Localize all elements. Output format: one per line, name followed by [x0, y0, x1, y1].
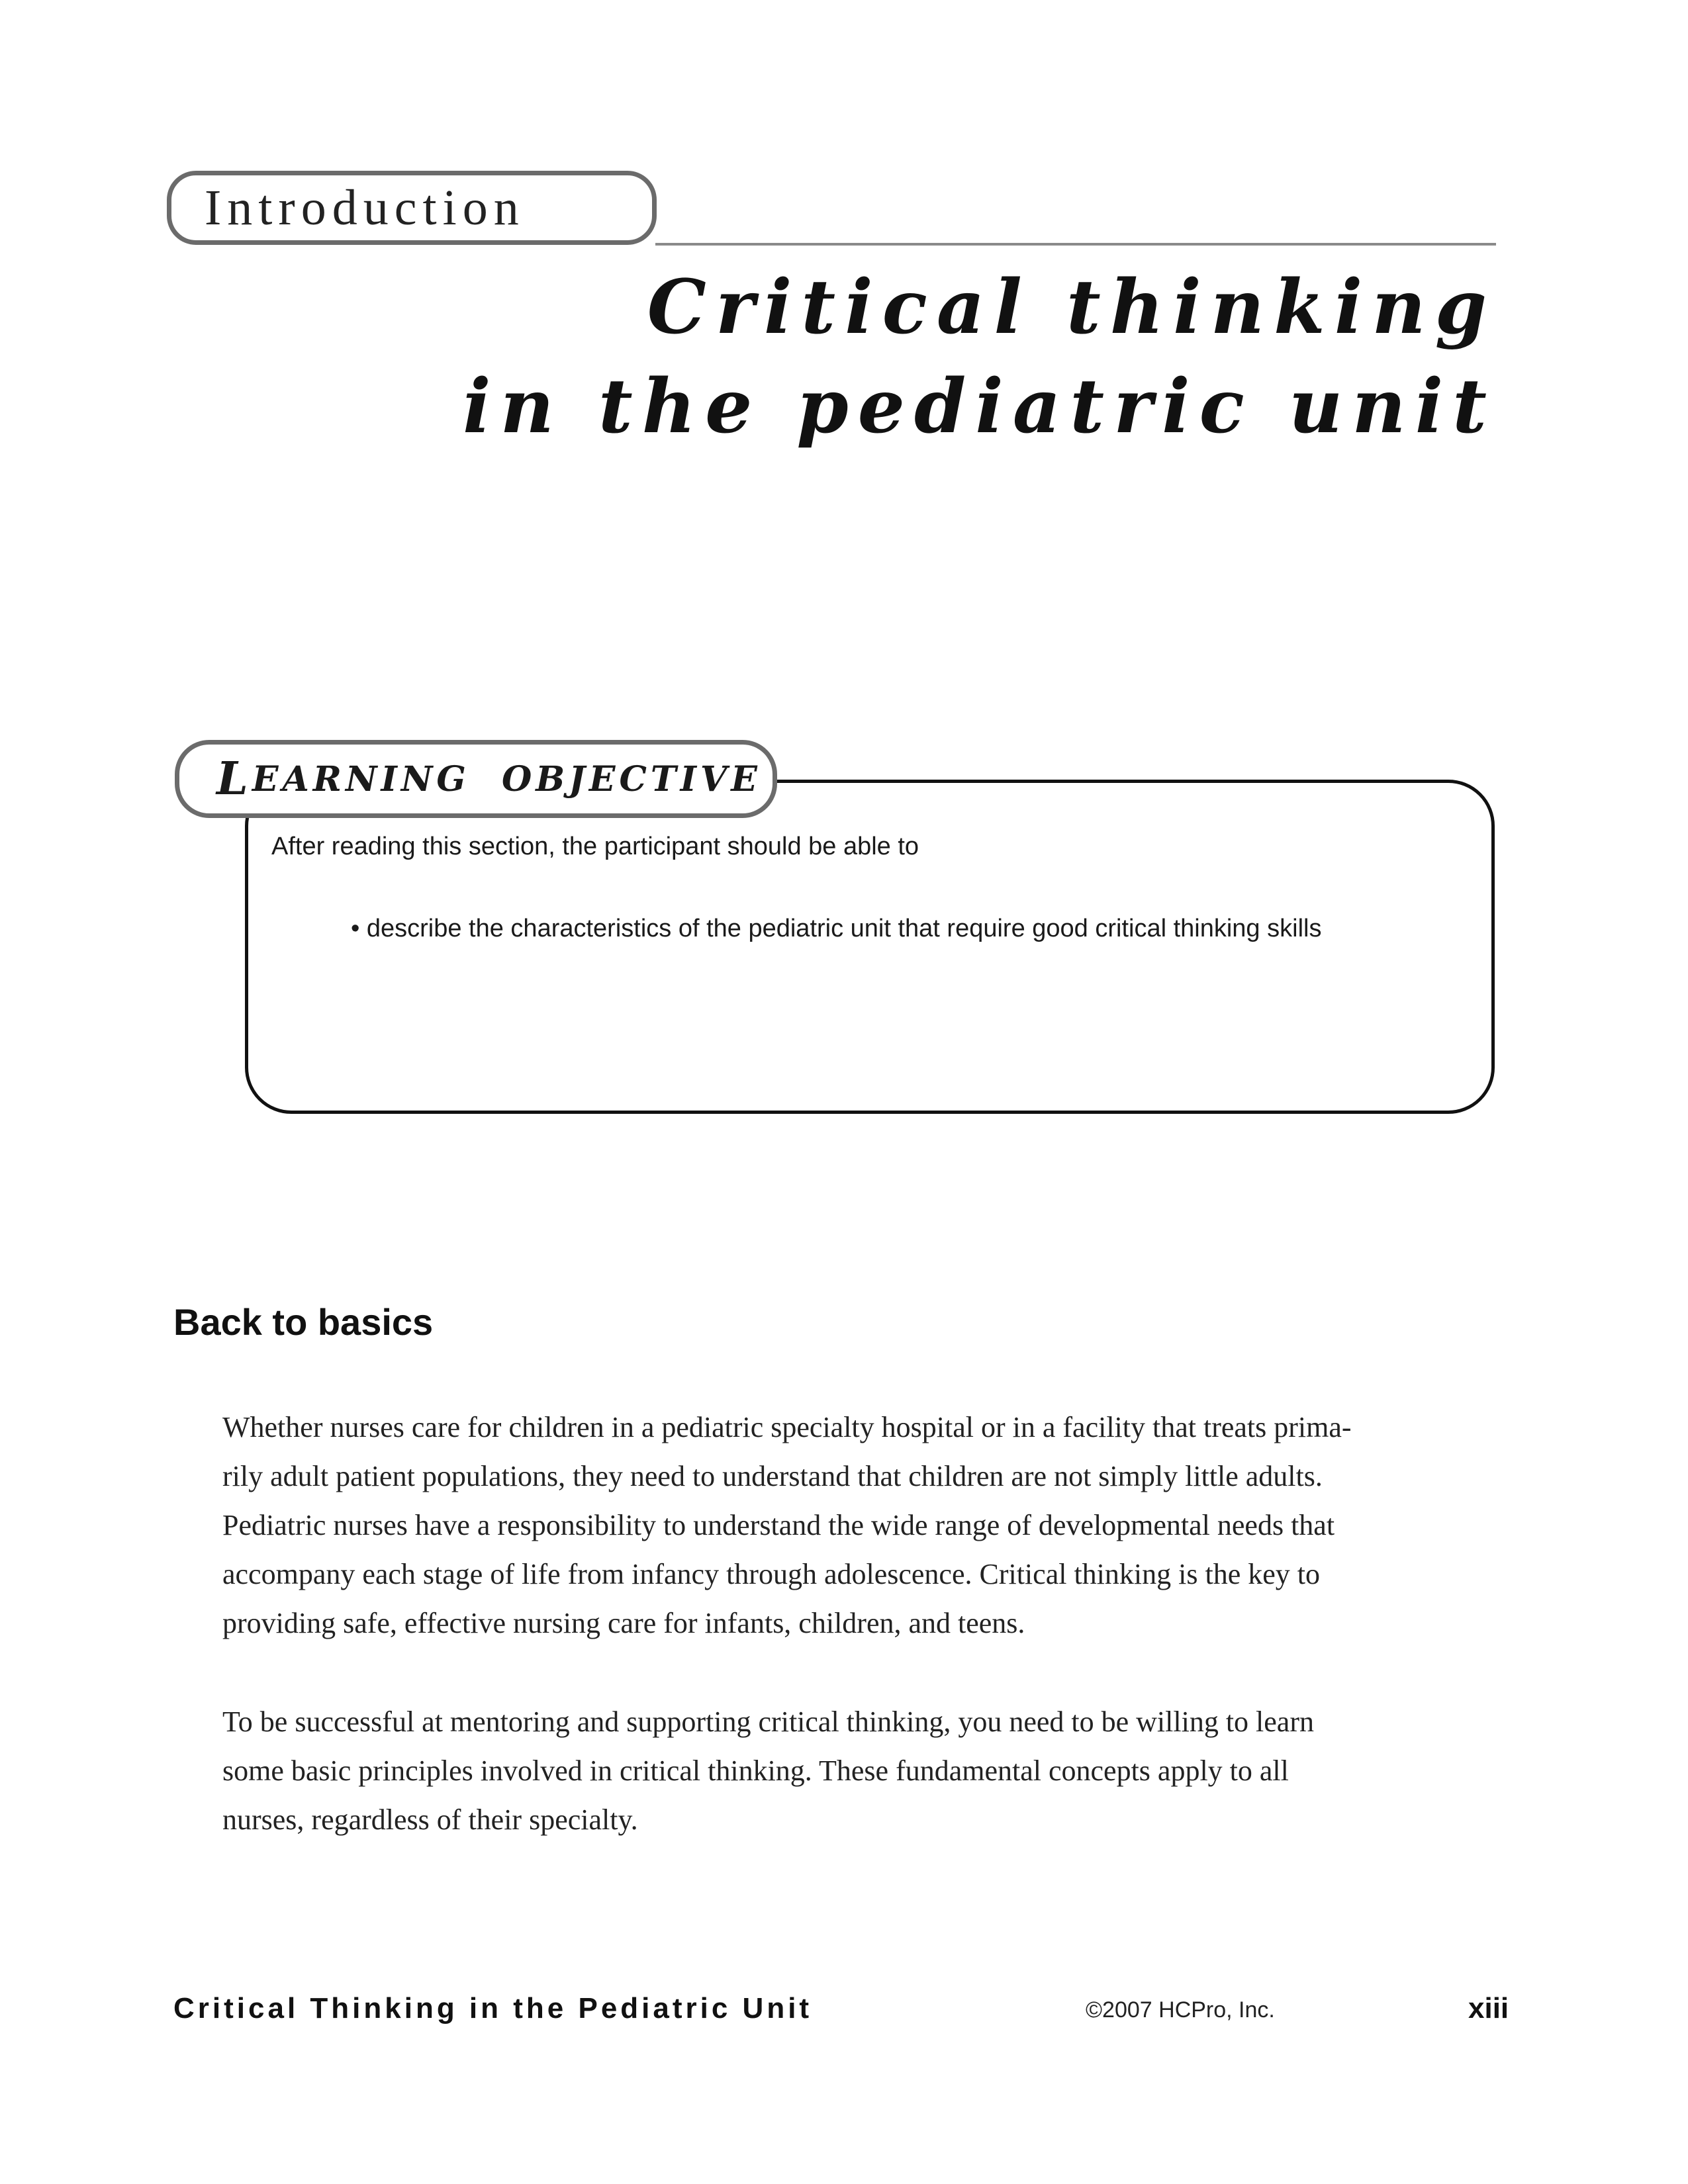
paragraph-line: Whether nurses care for children in a pediatric specialty hospital or in a facility that treats prima-: [222, 1411, 1352, 1443]
page-number: xiii: [1468, 1992, 1509, 2025]
learning-objective-bullet: • describe the characteristics of the pediatric unit that require good critical thinking skills: [351, 915, 1322, 942]
body-paragraph-1: [222, 1403, 1496, 1648]
paragraph-line: rily adult patient populations, they need to understand that children are not simply little adults.: [222, 1460, 1323, 1492]
footer-copyright: ©2007 HCPro, Inc.: [1086, 1997, 1275, 2023]
paragraph-line: Pediatric nurses have a responsibility to understand the wide range of developmental needs that: [222, 1509, 1335, 1541]
footer-book-title: Critical Thinking in the Pediatric Unit: [173, 1992, 813, 2025]
header-rule: [655, 243, 1496, 246]
section-heading: Back to basics: [173, 1301, 434, 1343]
chapter-title: [437, 258, 1496, 457]
learning-objective-intro: After reading this section, the participant should be able to: [271, 833, 919, 860]
learning-objective-tab: [175, 740, 777, 818]
paragraph-line: To be successful at mentoring and supporting critical thinking, you need to be willing to learn: [222, 1706, 1314, 1738]
paragraph-line: some basic principles involved in critical thinking. These fundamental concepts apply to all: [222, 1754, 1289, 1787]
paragraph-line: accompany each stage of life from infancy through adolescence. Critical thinking is the key to: [222, 1558, 1320, 1590]
paragraph-line: nurses, regardless of their specialty.: [222, 1803, 638, 1836]
learning-objective-label-initial: L: [216, 752, 252, 805]
body-paragraph-2: [222, 1698, 1496, 1844]
section-label: Introduction: [205, 179, 525, 236]
chapter-title-line: Critical thinking: [647, 264, 1496, 351]
paragraph-line: providing safe, effective nursing care for infants, children, and teens.: [222, 1607, 1025, 1639]
chapter-title-line: in the pediatric unit: [463, 363, 1496, 450]
section-label-tab: [167, 171, 657, 245]
learning-objective-label: EARNING OBJECTIVE: [252, 758, 761, 799]
learning-objective-box: [245, 780, 1495, 1114]
